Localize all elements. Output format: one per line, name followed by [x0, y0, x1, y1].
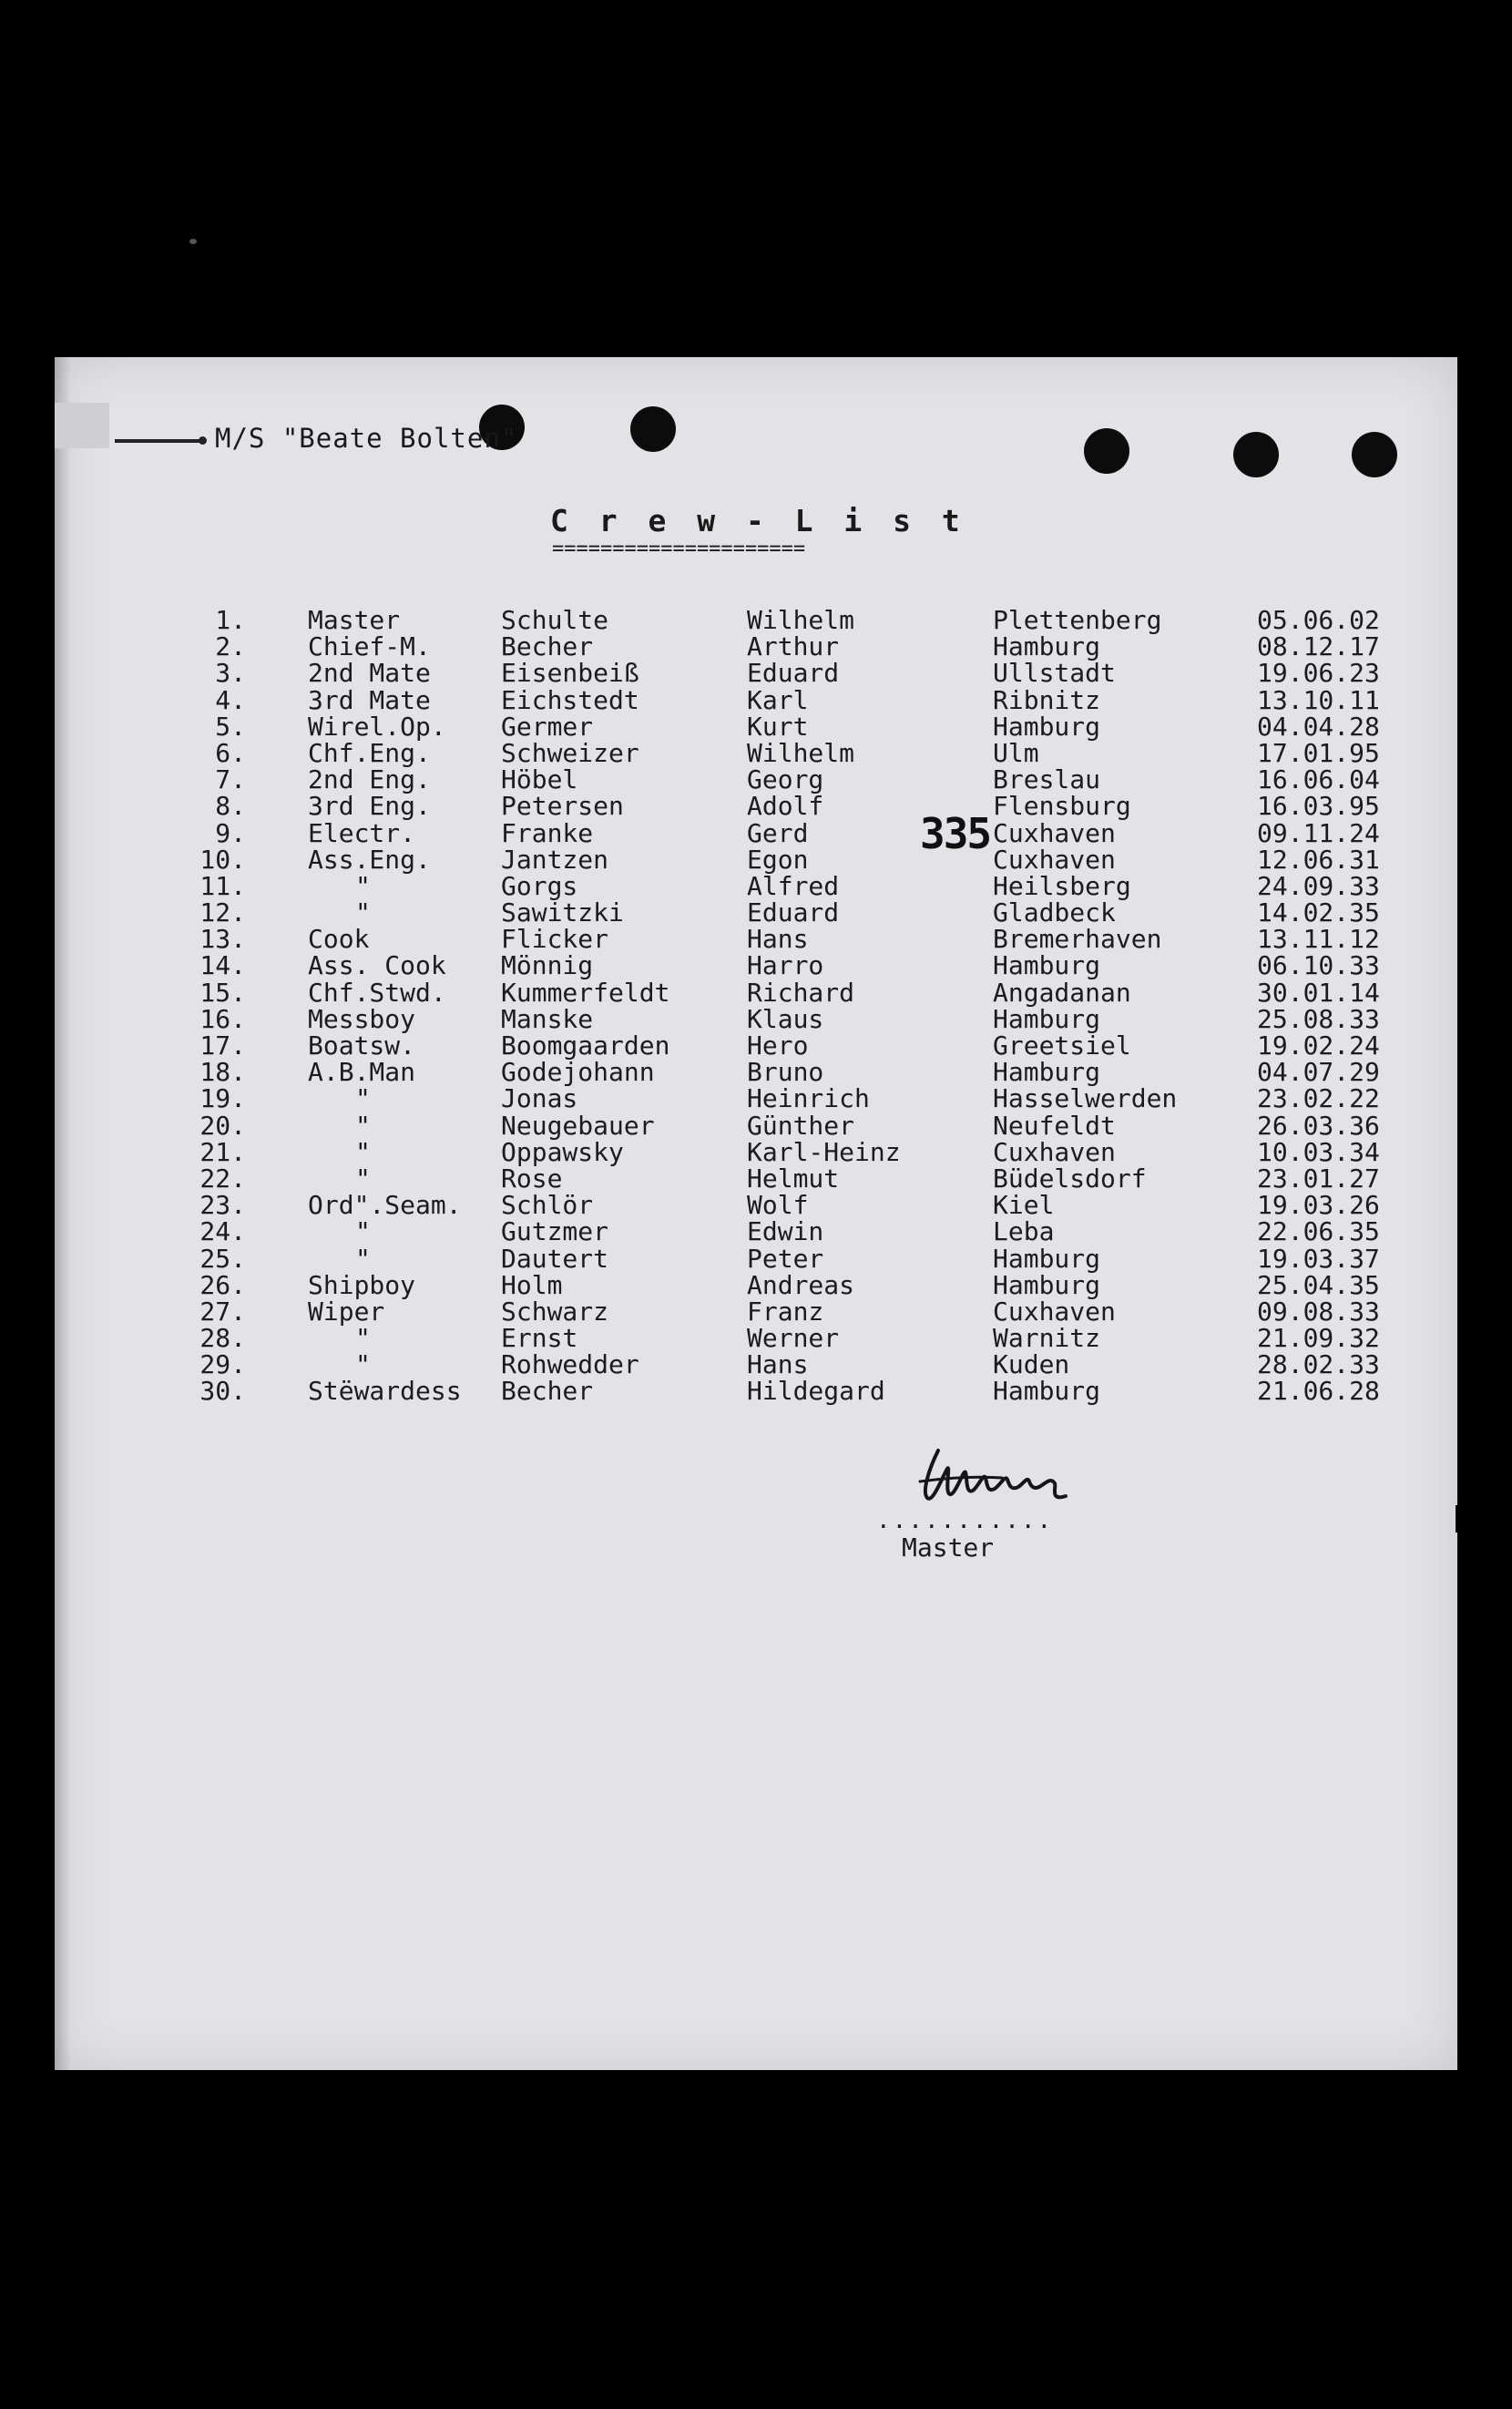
crew-birthplace: Hasselwerden — [993, 1083, 1178, 1114]
crew-surname: Franke — [501, 817, 594, 848]
signature-label: Master — [902, 1533, 995, 1563]
crew-surname: Godejohann — [501, 1057, 655, 1088]
crew-date-of-birth: 23.01.27 — [1257, 1163, 1380, 1194]
punch-hole — [1352, 432, 1397, 477]
crew-birthplace: Hamburg — [993, 1243, 1101, 1274]
crew-birthplace: Ullstadt — [993, 658, 1116, 689]
crew-date-of-birth: 24.09.33 — [1257, 870, 1380, 901]
crew-number: 27. — [199, 1296, 246, 1327]
crew-rank: " — [355, 1243, 371, 1274]
crew-surname: Gorgs — [501, 870, 578, 901]
crew-rank: " — [355, 1083, 371, 1114]
crew-list — [55, 607, 1457, 1405]
crew-row — [55, 1298, 1457, 1325]
crew-number: 15. — [199, 977, 246, 1008]
crew-first-name: Gerd — [747, 817, 809, 848]
crew-birthplace: Cuxhaven — [993, 817, 1116, 848]
crew-row — [55, 1323, 1457, 1354]
crew-surname: Becher — [501, 1376, 594, 1407]
crew-first-name: Wilhelm — [747, 605, 855, 635]
crew-number: 5. — [215, 711, 246, 742]
crew-rank: " — [355, 1110, 371, 1141]
torn-paper-fragment — [55, 403, 109, 448]
crew-birthplace: Cuxhaven — [993, 844, 1116, 875]
crew-rank: " — [355, 1323, 371, 1354]
crew-surname: Mönnig — [501, 950, 594, 981]
crew-surname: Höbel — [501, 764, 578, 795]
punch-hole — [1084, 428, 1129, 474]
crew-surname: Eichstedt — [501, 684, 639, 715]
crew-number: 17. — [199, 1030, 246, 1061]
crew-row — [55, 899, 1457, 926]
crew-row — [55, 713, 1457, 740]
crew-number: 19. — [199, 1083, 246, 1114]
title-underline: ===================== — [552, 538, 806, 560]
crew-row — [55, 1218, 1457, 1245]
crew-date-of-birth: 13.10.11 — [1257, 684, 1380, 715]
crew-row — [55, 846, 1457, 873]
crew-birthplace: Flensburg — [993, 791, 1131, 822]
crew-surname: Becher — [501, 631, 594, 662]
crew-row — [55, 1269, 1457, 1300]
master-signature — [911, 1441, 1157, 1514]
crew-date-of-birth: 22.06.35 — [1257, 1216, 1380, 1247]
crew-first-name: Hildegard — [747, 1376, 885, 1407]
crew-number: 8. — [215, 791, 246, 822]
document-page — [55, 357, 1457, 2070]
crew-first-name: Eduard — [747, 658, 840, 689]
crew-date-of-birth: 04.07.29 — [1257, 1057, 1380, 1088]
crew-date-of-birth: 21.09.32 — [1257, 1323, 1380, 1354]
crew-birthplace: Hamburg — [993, 950, 1101, 981]
crew-rank: " — [355, 870, 371, 901]
crew-rank: Ord".Seam. — [308, 1190, 462, 1221]
crew-date-of-birth: 19.02.24 — [1257, 1030, 1380, 1061]
crew-number: 6. — [215, 737, 246, 768]
crew-number: 24. — [199, 1216, 246, 1247]
crew-row — [55, 924, 1457, 955]
crew-row — [55, 607, 1457, 633]
crew-number: 3. — [215, 658, 246, 689]
crew-rank: Ass.Eng. — [308, 844, 431, 875]
crew-row — [55, 1351, 1457, 1378]
crew-date-of-birth: 19.03.26 — [1257, 1190, 1380, 1221]
crew-birthplace: Cuxhaven — [993, 1296, 1116, 1327]
crew-date-of-birth: 13.11.12 — [1257, 924, 1380, 955]
crew-number: 21. — [199, 1136, 246, 1167]
punch-hole — [630, 406, 676, 452]
crew-surname: Ernst — [501, 1323, 578, 1354]
crew-birthplace: Hamburg — [993, 1269, 1101, 1300]
crew-surname: Kummerfeldt — [501, 977, 670, 1008]
crew-birthplace: Greetsiel — [993, 1030, 1131, 1061]
crew-rank: A.B.Man — [308, 1057, 416, 1088]
crew-row — [55, 791, 1457, 822]
crew-surname: Schlör — [501, 1190, 594, 1221]
crew-rank: 3rd Mate — [308, 684, 431, 715]
crew-first-name: Andreas — [747, 1269, 855, 1300]
crew-rank: Stëwardess — [308, 1376, 462, 1407]
crew-row — [55, 1136, 1457, 1167]
crew-date-of-birth: 19.03.37 — [1257, 1243, 1380, 1274]
crew-birthplace: Ulm — [993, 737, 1039, 768]
vessel-name: M/S "Beate Bolten" — [215, 423, 518, 454]
crew-row — [55, 870, 1457, 901]
crew-first-name: Klaus — [747, 1003, 824, 1034]
crew-rank: Boatsw. — [308, 1030, 416, 1061]
crew-rank: Electr. — [308, 817, 416, 848]
crew-first-name: Harro — [747, 950, 824, 981]
crew-row — [55, 1057, 1457, 1088]
crew-birthplace: Breslau — [993, 764, 1101, 795]
crew-first-name: Werner — [747, 1323, 840, 1354]
crew-rank: Master — [308, 605, 401, 635]
crew-date-of-birth: 09.11.24 — [1257, 817, 1380, 848]
crew-surname: Jonas — [501, 1083, 578, 1114]
crew-first-name: Egon — [747, 844, 809, 875]
crew-date-of-birth: 04.04.28 — [1257, 711, 1380, 742]
crew-first-name: Franz — [747, 1296, 824, 1327]
crew-birthplace: Hamburg — [993, 1003, 1101, 1034]
crew-birthplace: Hamburg — [993, 1057, 1101, 1088]
crew-first-name: Wolf — [747, 1190, 809, 1221]
crew-rank: Chf.Stwd. — [308, 977, 446, 1008]
header-rule-dot — [199, 436, 207, 445]
crew-date-of-birth: 17.01.95 — [1257, 737, 1380, 768]
crew-date-of-birth: 08.12.17 — [1257, 631, 1380, 662]
crew-row — [55, 737, 1457, 768]
crew-surname: Schulte — [501, 605, 609, 635]
crew-birthplace: Plettenberg — [993, 605, 1162, 635]
crew-birthplace: Hamburg — [993, 631, 1101, 662]
crew-date-of-birth: 28.02.33 — [1257, 1349, 1380, 1380]
crew-date-of-birth: 10.03.34 — [1257, 1136, 1380, 1167]
crew-date-of-birth: 19.06.23 — [1257, 658, 1380, 689]
crew-first-name: Helmut — [747, 1163, 840, 1194]
crew-rank: Cook — [308, 924, 370, 955]
crew-number: 16. — [199, 1003, 246, 1034]
crew-rank: 3rd Eng. — [308, 791, 431, 822]
crew-row — [55, 952, 1457, 979]
crew-surname: Holm — [501, 1269, 563, 1300]
crew-first-name: Wilhelm — [747, 737, 855, 768]
crew-birthplace: Kuden — [993, 1349, 1070, 1380]
crew-surname: Gutzmer — [501, 1216, 609, 1247]
crew-first-name: Karl-Heinz — [747, 1136, 901, 1167]
crew-surname: Petersen — [501, 791, 624, 822]
crew-first-name: Bruno — [747, 1057, 824, 1088]
crew-rank: Wiper — [308, 1296, 385, 1327]
crew-date-of-birth: 16.06.04 — [1257, 764, 1380, 795]
crew-row — [55, 1190, 1457, 1221]
crew-number: 9. — [215, 817, 246, 848]
crew-rank: Messboy — [308, 1003, 416, 1034]
crew-first-name: Edwin — [747, 1216, 824, 1247]
crew-rank: " — [355, 1216, 371, 1247]
page-stamp-number: 335 — [920, 809, 991, 858]
crew-first-name: Richard — [747, 977, 855, 1008]
crew-number: 30. — [199, 1376, 246, 1407]
crew-number: 11. — [199, 870, 246, 901]
crew-number: 29. — [199, 1349, 246, 1380]
crew-date-of-birth: 05.06.02 — [1257, 605, 1380, 635]
crew-rank: " — [355, 897, 371, 928]
crew-number: 20. — [199, 1110, 246, 1141]
crew-row — [55, 633, 1457, 660]
crew-number: 13. — [199, 924, 246, 955]
crew-date-of-birth: 14.02.35 — [1257, 897, 1380, 928]
crew-row — [55, 1243, 1457, 1274]
crew-rank: " — [355, 1349, 371, 1380]
crew-birthplace: Hamburg — [993, 711, 1101, 742]
punch-hole — [1233, 432, 1279, 477]
crew-first-name: Heinrich — [747, 1083, 870, 1114]
crew-date-of-birth: 12.06.31 — [1257, 844, 1380, 875]
crew-birthplace: Büdelsdorf — [993, 1163, 1147, 1194]
crew-number: 7. — [215, 764, 246, 795]
crew-birthplace: Cuxhaven — [993, 1136, 1116, 1167]
crew-row — [55, 766, 1457, 793]
crew-birthplace: Neufeldt — [993, 1110, 1116, 1141]
crew-date-of-birth: 23.02.22 — [1257, 1083, 1380, 1114]
crew-date-of-birth: 25.08.33 — [1257, 1003, 1380, 1034]
crew-first-name: Arthur — [747, 631, 840, 662]
crew-surname: Rohwedder — [501, 1349, 639, 1380]
crew-row — [55, 979, 1457, 1006]
crew-surname: Schweizer — [501, 737, 639, 768]
crew-birthplace: Warnitz — [993, 1323, 1101, 1354]
crew-first-name: Peter — [747, 1243, 824, 1274]
crew-date-of-birth: 21.06.28 — [1257, 1376, 1380, 1407]
crew-row — [55, 1376, 1457, 1407]
crew-date-of-birth: 06.10.33 — [1257, 950, 1380, 981]
crew-first-name: Hans — [747, 924, 809, 955]
crew-surname: Neugebauer — [501, 1110, 655, 1141]
crew-surname: Dautert — [501, 1243, 609, 1274]
crew-number: 14. — [199, 950, 246, 981]
crew-surname: Germer — [501, 711, 594, 742]
crew-rank: Chief-M. — [308, 631, 431, 662]
crew-row — [55, 1003, 1457, 1034]
crew-first-name: Günther — [747, 1110, 855, 1141]
crew-birthplace: Leba — [993, 1216, 1055, 1247]
crew-number: 10. — [199, 844, 246, 875]
crew-surname: Jantzen — [501, 844, 609, 875]
crew-rank: Ass. Cook — [308, 950, 446, 981]
signature-dotted-line: ........... — [876, 1507, 1054, 1534]
crew-first-name: Eduard — [747, 897, 840, 928]
crew-first-name: Hero — [747, 1030, 809, 1061]
crew-birthplace: Heilsberg — [993, 870, 1131, 901]
crew-number: 28. — [199, 1323, 246, 1354]
crew-birthplace: Kiel — [993, 1190, 1055, 1221]
crew-date-of-birth: 25.04.35 — [1257, 1269, 1380, 1300]
crew-number: 23. — [199, 1190, 246, 1221]
crew-first-name: Adolf — [747, 791, 824, 822]
crew-row — [55, 1165, 1457, 1192]
crew-date-of-birth: 30.01.14 — [1257, 977, 1380, 1008]
page-title: C r e w - L i s t — [550, 503, 966, 538]
header-rule — [115, 439, 202, 443]
crew-first-name: Karl — [747, 684, 809, 715]
crew-rank: " — [355, 1136, 371, 1167]
crew-row — [55, 1085, 1457, 1112]
crew-number: 22. — [199, 1163, 246, 1194]
crew-surname: Schwarz — [501, 1296, 609, 1327]
crew-row — [55, 1112, 1457, 1139]
crew-first-name: Kurt — [747, 711, 809, 742]
crew-rank: 2nd Eng. — [308, 764, 431, 795]
crew-rank: Chf.Eng. — [308, 737, 431, 768]
crew-number: 25. — [199, 1243, 246, 1274]
crew-number: 26. — [199, 1269, 246, 1300]
crew-rank: " — [355, 1163, 371, 1194]
crew-number: 2. — [215, 631, 246, 662]
paper-notch — [1456, 1505, 1463, 1533]
crew-rank: Wirel.Op. — [308, 711, 446, 742]
crew-surname: Manske — [501, 1003, 594, 1034]
crew-birthplace: Hamburg — [993, 1376, 1101, 1407]
crew-row — [55, 658, 1457, 689]
crew-surname: Flicker — [501, 924, 609, 955]
crew-birthplace: Angadanan — [993, 977, 1131, 1008]
scan-speck — [189, 239, 197, 244]
crew-surname: Eisenbeiß — [501, 658, 639, 689]
crew-surname: Oppawsky — [501, 1136, 624, 1167]
crew-rank: 2nd Mate — [308, 658, 431, 689]
crew-row — [55, 1032, 1457, 1059]
crew-surname: Sawitzki — [501, 897, 624, 928]
crew-first-name: Hans — [747, 1349, 809, 1380]
crew-first-name: Alfred — [747, 870, 840, 901]
crew-row — [55, 684, 1457, 715]
crew-date-of-birth: 09.08.33 — [1257, 1296, 1380, 1327]
crew-rank: Shipboy — [308, 1269, 416, 1300]
crew-number: 12. — [199, 897, 246, 928]
crew-surname: Boomgaarden — [501, 1030, 670, 1061]
crew-first-name: Georg — [747, 764, 824, 795]
crew-surname: Rose — [501, 1163, 563, 1194]
crew-number: 1. — [215, 605, 246, 635]
crew-birthplace: Ribnitz — [993, 684, 1101, 715]
crew-date-of-birth: 26.03.36 — [1257, 1110, 1380, 1141]
crew-number: 4. — [215, 684, 246, 715]
crew-date-of-birth: 16.03.95 — [1257, 791, 1380, 822]
crew-number: 18. — [199, 1057, 246, 1088]
crew-birthplace: Bremerhaven — [993, 924, 1162, 955]
crew-row — [55, 817, 1457, 848]
crew-birthplace: Gladbeck — [993, 897, 1116, 928]
